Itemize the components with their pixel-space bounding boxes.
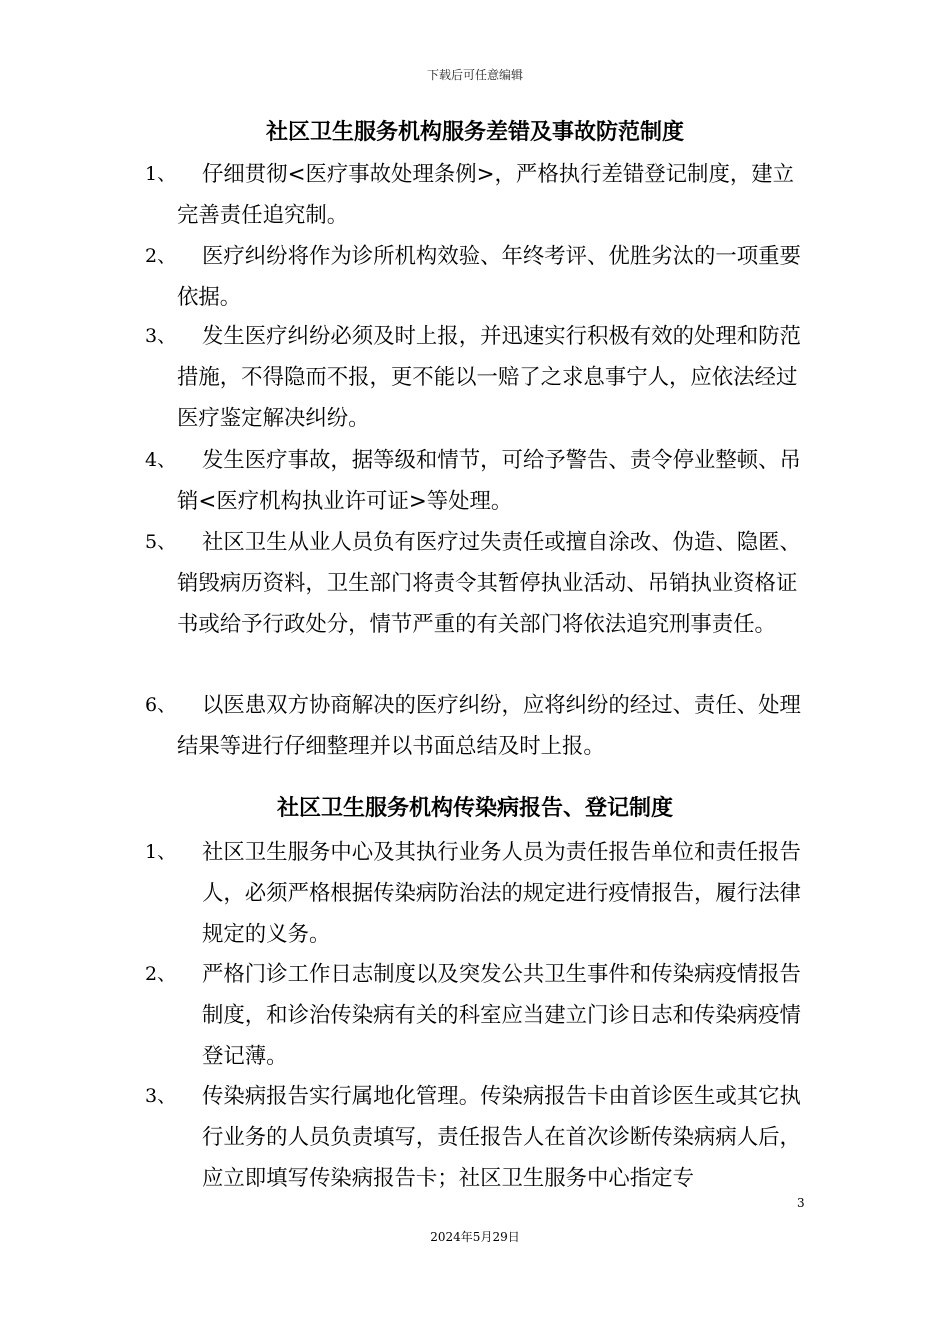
item-number: 5、: [145, 531, 177, 553]
item-text: 社区卫生服务中心及其执行业务人员为责任报告单位和责任报告人，必须严格根据传染病防治法的规定进行疫情报告，履行法律规定的义务。: [202, 840, 801, 947]
page-number: 3: [797, 1196, 805, 1210]
list-item: [145, 522, 815, 645]
item-number: 3、: [145, 325, 177, 347]
section-title-error-prevention: 社区卫生服务机构服务差错及事故防范制度: [265, 120, 684, 145]
item-number: 3、: [145, 1085, 177, 1107]
item-text: 医疗纠纷将作为诊所机构效验、年终考评、优胜劣汰的一项重要依据。: [177, 244, 801, 310]
item-text: 严格门诊工作日志制度以及突发公共卫生事件和传染病疫情报告制度，和诊治传染病有关的科室应当建立门诊日志和传染病疫情登记薄。: [202, 962, 801, 1069]
item-text: 以医患双方协商解决的医疗纠纷，应将纠纷的经过、责任、处理结果等进行仔细整理并以书面总结及时上报。: [177, 693, 801, 759]
list-item: [145, 154, 815, 236]
header-note: 下载后可任意编辑: [426, 68, 523, 82]
list-item: [145, 954, 815, 1077]
list-item: [145, 685, 815, 767]
list-item: [145, 1076, 815, 1199]
item-text: 发生医疗事故，据等级和情节，可给予警告、责令停业整顿、吊销<医疗机构执业许可证>等处理。: [177, 448, 801, 514]
item-text: 发生医疗纠纷必须及时上报，并迅速实行积极有效的处理和防范措施，不得隐而不报，更不能以一赔了之求息事宁人，应依法经过医疗鉴定解决纠纷。: [177, 324, 801, 431]
footer-date: 2024年5月29日: [430, 1230, 520, 1244]
section-title-infectious-disease-report: 社区卫生服务机构传染病报告、登记制度: [276, 796, 673, 821]
item-number: 6、: [145, 694, 177, 716]
item-number: 2、: [145, 963, 177, 985]
item-number: 2、: [145, 245, 177, 267]
list-item: [145, 440, 815, 522]
item-number: 4、: [145, 449, 177, 471]
item-text: 社区卫生从业人员负有医疗过失责任或擅自涂改、伪造、隐匿、销毁病历资料，卫生部门将责令其暂停执业活动、吊销执业资格证书或给予行政处分，情节严重的有关部门将依法追究刑事责任。: [177, 530, 801, 637]
item-number: 1、: [145, 163, 177, 185]
item-text: 传染病报告实行属地化管理。传染病报告卡由首诊医生或其它执行业务的人员负责填写，责任报告人在首次诊断传染病病人后，应立即填写传染病报告卡；社区卫生服务中心指定专: [202, 1084, 801, 1191]
item-number: 1、: [145, 841, 177, 863]
list-item: [145, 316, 815, 439]
list-item: [145, 832, 815, 955]
list-item: [145, 236, 815, 318]
item-text: 仔细贯彻<医疗事故处理条例>，严格执行差错登记制度，建立完善责任追究制。: [177, 162, 795, 228]
